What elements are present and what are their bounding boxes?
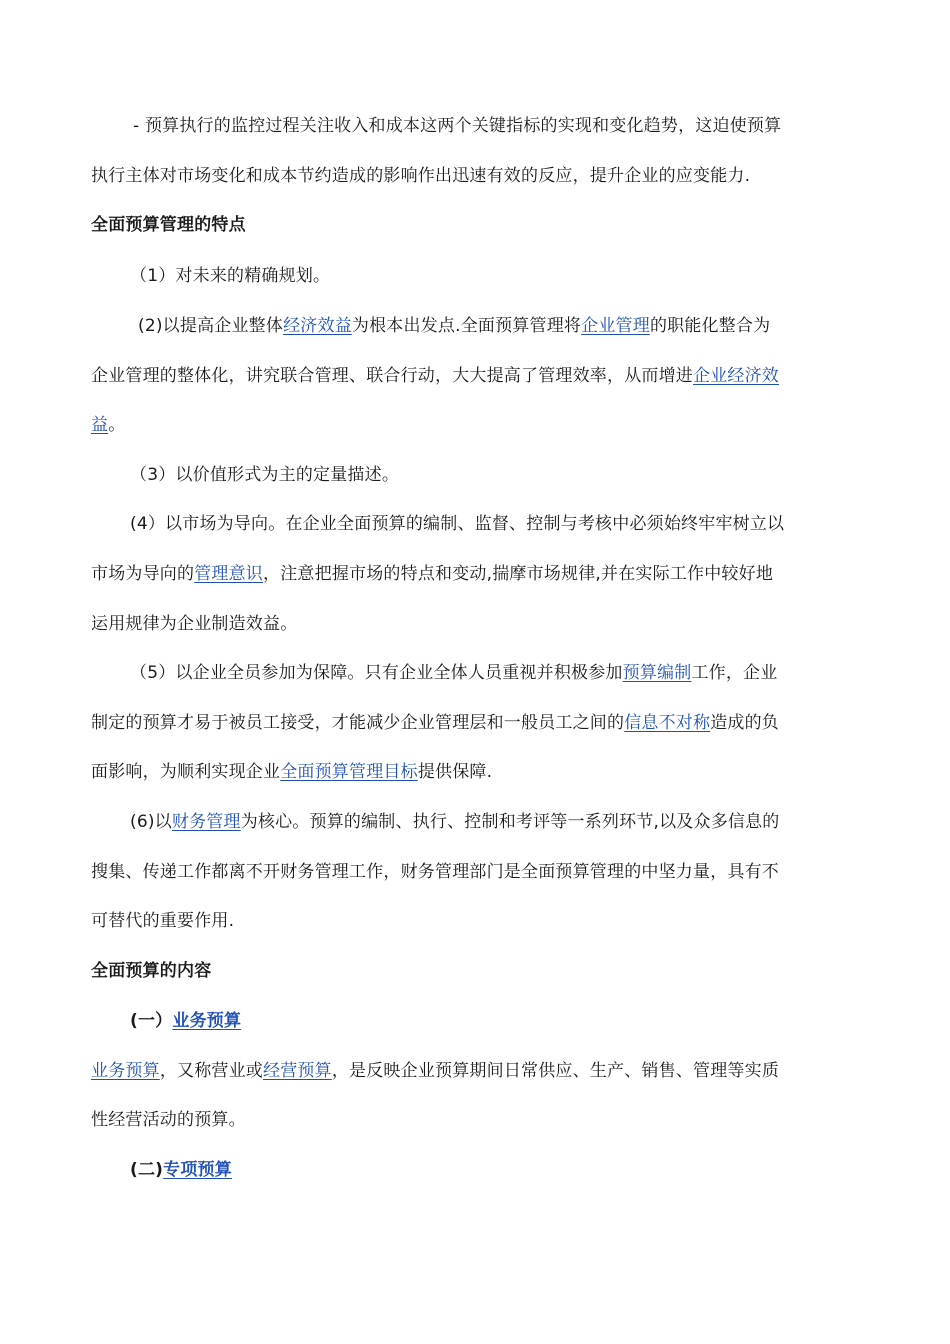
link-information-asymmetry[interactable]: 信息不对称 [624, 713, 711, 733]
feature-item-5 [130, 661, 890, 685]
link-financial-management[interactable]: 财务管理 [171, 812, 241, 832]
section-heading-content [91, 959, 871, 983]
paragraph-line [91, 1108, 871, 1132]
text: 执行主体对市场变化和成本节约造成的影响作出迅速有效的反应，提升企业的应变能力. [91, 166, 751, 186]
link-business-budget[interactable]: 业务预算 [91, 1061, 160, 1081]
text: 。 [108, 415, 126, 435]
text: ，是反映企业预算期间日常供应、生产、销售、管理等实质 [331, 1061, 780, 1081]
feature-item-1 [130, 264, 910, 288]
link-enterprise-management[interactable]: 企业管理 [581, 316, 650, 336]
link-management-awareness[interactable]: 管理意识 [194, 564, 264, 584]
text: 为核心。预算的编制、执行、控制和考评等一系列环节,以及众多信息的 [240, 812, 780, 832]
section-heading-features [91, 213, 871, 237]
text: 搜集、传递工作都离不开财务管理工作，财务管理部门是全面预算管理的中坚力量，具有不 [91, 862, 779, 882]
feature-item-2 [138, 314, 918, 338]
text: （3）以价值形式为主的定量描述。 [130, 465, 400, 485]
link-enterprise-economic-benefit[interactable]: 企业经济效 [693, 366, 779, 386]
subsection-heading-2 [130, 1158, 910, 1182]
link-comprehensive-budget-goal[interactable]: 全面预算管理目标 [280, 762, 418, 782]
paragraph-line [91, 364, 871, 388]
text: 市场为导向的 [91, 564, 195, 584]
heading-text: 全面预算管理的特点 [91, 215, 246, 235]
text: 为根本出发点.全面预算管理将 [351, 316, 582, 336]
paragraph-line [91, 760, 871, 784]
feature-item-4 [130, 512, 890, 536]
paragraph-line [91, 612, 871, 636]
text: (4）以市场为导向。在企业全面预算的编制、监督、控制与考核中必须始终牢牢树立以 [130, 514, 785, 534]
paragraph-line [91, 711, 871, 735]
feature-item-6 [130, 810, 890, 834]
link-economic-benefit[interactable]: 经济效益 [283, 316, 352, 336]
paragraph-line [133, 114, 873, 138]
paragraph-line [91, 413, 871, 437]
paragraph-line [91, 1059, 871, 1083]
paragraph-line [91, 860, 871, 884]
text: (一） [130, 1011, 173, 1031]
feature-item-3 [130, 463, 910, 487]
text: (二) [130, 1160, 164, 1180]
link-budget-preparation[interactable]: 预算编制 [622, 663, 692, 683]
text: 性经营活动的预算。 [91, 1110, 246, 1130]
text: 制定的预算才易于被员工接受，才能减少企业管理层和一般员工之间的 [91, 713, 625, 733]
text: （5）以企业全员参加为保障。只有企业全体人员重视并积极参加 [130, 663, 623, 683]
text: - 预算执行的监控过程关注收入和成本这两个关键指标的实现和变化趋势，这迫使预算 [133, 116, 782, 136]
paragraph-line [91, 164, 871, 188]
text: 造成的负 [710, 713, 780, 733]
link-enterprise-economic-benefit-cont[interactable]: 益 [91, 415, 109, 435]
text: 的职能化整合为 [649, 316, 771, 336]
text: （1）对未来的精确规划。 [130, 266, 331, 286]
link-special-budget-heading[interactable]: 专项预算 [163, 1160, 232, 1180]
text: (6)以 [130, 812, 172, 832]
link-business-budget-heading[interactable]: 业务预算 [172, 1011, 242, 1031]
text: 运用规律为企业制造效益。 [91, 614, 298, 634]
paragraph-line [91, 562, 871, 586]
text: 工作，企业 [691, 663, 778, 683]
heading-text: 全面预算的内容 [91, 961, 212, 981]
text: (2)以提高企业整体 [138, 316, 284, 336]
link-operating-budget[interactable]: 经营预算 [263, 1061, 332, 1081]
text: ，注意把握市场的特点和变动,揣摩市场规律,并在实际工作中较好地 [263, 564, 774, 584]
text: ，又称营业或 [159, 1061, 264, 1081]
subsection-heading-1 [130, 1009, 910, 1033]
text: 企业管理的整体化，讲究联合管理、联合行动，大大提高了管理效率，从而增进 [91, 366, 693, 386]
text: 提供保障. [417, 762, 493, 782]
text: 面影响，为顺利实现企业 [91, 762, 281, 782]
paragraph-line [91, 909, 871, 933]
text: 可替代的重要作用. [91, 911, 235, 931]
